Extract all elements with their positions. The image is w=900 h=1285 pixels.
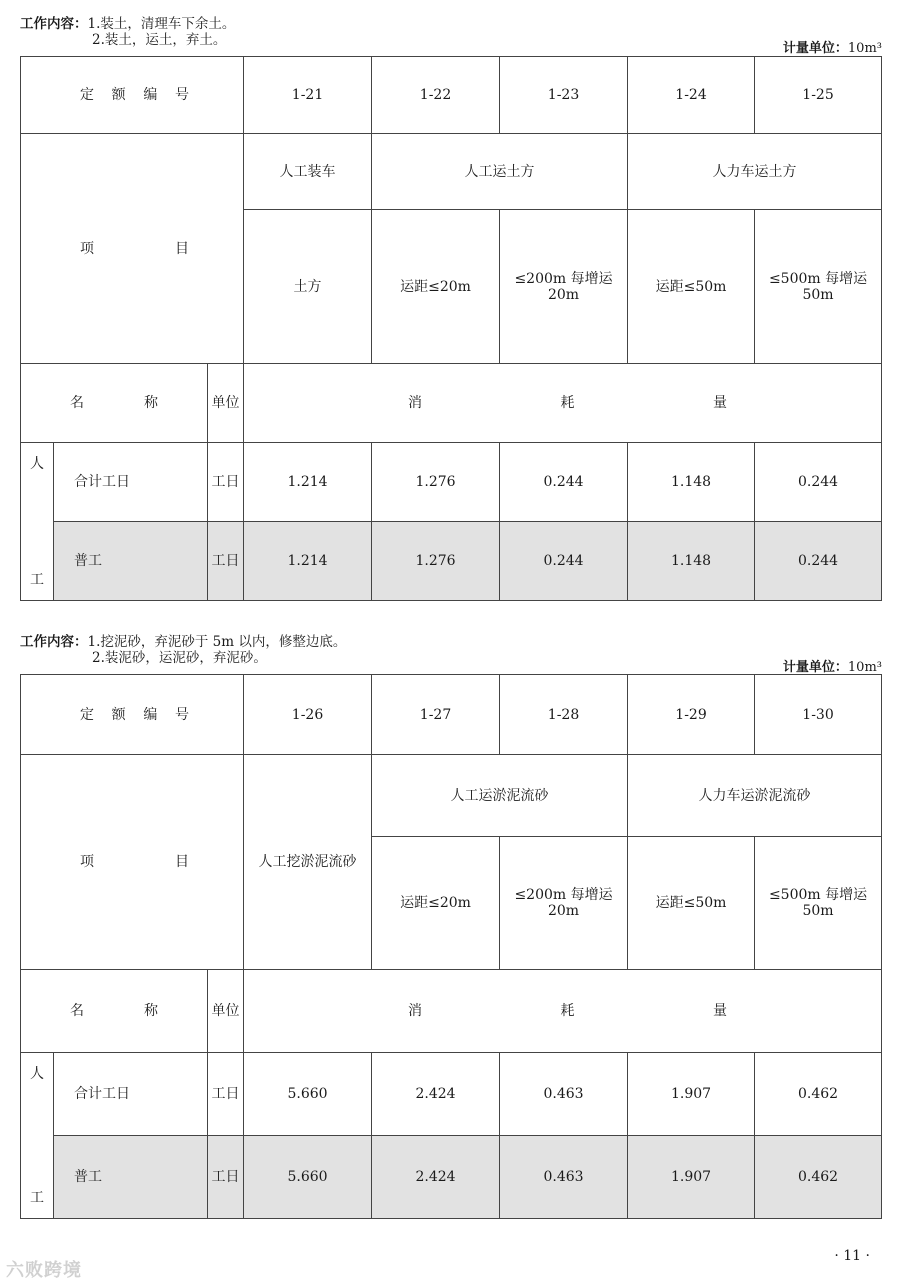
label-char: 编: [143, 706, 158, 723]
value-cell: 0.244: [755, 522, 882, 601]
label-char: 人: [30, 455, 44, 472]
label-char: 人: [30, 1065, 44, 1082]
quota-code: 1-28: [500, 675, 628, 755]
label-char: 称: [144, 395, 158, 411]
code-row: [21, 57, 882, 134]
value-cell: 1.276: [372, 443, 500, 522]
row-unit: 工日: [208, 1053, 244, 1136]
value-cell: 0.462: [755, 1053, 882, 1136]
work-content-2: [20, 634, 346, 666]
value-cell: 1.148: [628, 522, 755, 601]
value-cell: 0.463: [500, 1053, 628, 1136]
label-char: 工: [30, 571, 44, 588]
quota-code: 1-24: [628, 57, 755, 134]
label-char: 量: [713, 1003, 728, 1019]
work-content-label: 工作内容：: [20, 16, 88, 32]
work-content-label: 工作内容：: [20, 634, 88, 650]
quota-code: 1-25: [755, 57, 882, 134]
consumption-label: [244, 970, 882, 1053]
row-name: 普工: [54, 522, 208, 601]
label-char: 项: [80, 854, 94, 870]
measure-unit-2: [783, 656, 882, 675]
value-cell: 5.660: [244, 1053, 372, 1136]
label-char: 定: [80, 87, 94, 103]
label-char: 号: [175, 87, 190, 103]
group-row: [21, 755, 882, 837]
quota-code: 1-26: [244, 675, 372, 755]
sub-header: 土方: [244, 210, 372, 364]
unit-value: 10m³: [847, 660, 882, 675]
value-cell: 0.244: [500, 443, 628, 522]
quota-number-label: [21, 675, 244, 755]
name-row: [21, 364, 882, 443]
value-cell: 5.660: [244, 1136, 372, 1219]
table-row: [21, 522, 882, 601]
value-cell: 1.907: [628, 1136, 755, 1219]
group-header: 人工运淤泥流砂: [372, 755, 628, 837]
row-unit: 工日: [208, 443, 244, 522]
group-header: 人力车运土方: [628, 134, 882, 210]
quota-code: 1-22: [372, 57, 500, 134]
label-char: 号: [175, 706, 190, 723]
quota-code: 1-27: [372, 675, 500, 755]
label-char: 消: [408, 1003, 423, 1019]
label-char: 编: [143, 87, 158, 103]
value-cell: 1.214: [244, 522, 372, 601]
label-char: 称: [144, 1003, 158, 1019]
quota-code: 1-29: [628, 675, 755, 755]
row-name: 合计工日: [54, 1053, 208, 1136]
work-line: 1.挖泥砂，弃泥砂于 5m 以内，修整边底。: [87, 634, 347, 650]
item-label: [21, 134, 244, 364]
group-header: 人力车运淤泥流砂: [628, 755, 882, 837]
code-row: [21, 675, 882, 755]
value-cell: 0.463: [500, 1136, 628, 1219]
label-char: 耗: [560, 1003, 575, 1019]
work-line: 2.装泥砂，运泥砂，弃泥砂。: [92, 650, 267, 666]
unit-column-label: 单位: [208, 364, 244, 443]
label-char: 量: [713, 395, 728, 411]
row-name: 普工: [54, 1136, 208, 1219]
quota-code: 1-23: [500, 57, 628, 134]
label-char: 消: [408, 395, 423, 411]
value-cell: 1.907: [628, 1053, 755, 1136]
value-cell: 0.244: [755, 443, 882, 522]
table-row: [21, 443, 882, 522]
label-char: 名: [70, 1003, 84, 1019]
consumption-label: [244, 364, 882, 443]
label-char: 工: [30, 1189, 44, 1206]
label-char: 名: [70, 395, 84, 411]
name-label: [21, 970, 208, 1053]
label-char: 目: [175, 854, 190, 870]
quota-code: 1-30: [755, 675, 882, 755]
sub-header: 运距≤50m: [628, 837, 755, 970]
label-char: 耗: [560, 395, 575, 411]
row-unit: 工日: [208, 1136, 244, 1219]
group-header: 人工装车: [244, 134, 372, 210]
value-cell: 2.424: [372, 1053, 500, 1136]
quota-table-2: [20, 674, 882, 1219]
sub-header: ≤200m 每增运 20m: [500, 837, 628, 970]
value-cell: 1.276: [372, 522, 500, 601]
sub-header: 运距≤50m: [628, 210, 755, 364]
name-row: [21, 970, 882, 1053]
sub-header: 运距≤20m: [372, 837, 500, 970]
sub-header: ≤500m 每增运 50m: [755, 210, 882, 364]
sub-header: 运距≤20m: [372, 210, 500, 364]
value-cell: 2.424: [372, 1136, 500, 1219]
table-row: [21, 1136, 882, 1219]
value-cell: 1.214: [244, 443, 372, 522]
group-header: 人工挖淤泥流砂: [244, 755, 372, 970]
name-label: [21, 364, 208, 443]
label-char: 目: [175, 240, 190, 257]
work-line: 1.装土，清理车下余土。: [87, 16, 236, 32]
row-unit: 工日: [208, 522, 244, 601]
value-cell: 0.244: [500, 522, 628, 601]
labor-category: [21, 1053, 54, 1219]
unit-label: 计量单位：: [782, 660, 848, 675]
sub-header: ≤200m 每增运 20m: [500, 210, 628, 364]
unit-column-label: 单位: [208, 970, 244, 1053]
row-name: 合计工日: [54, 443, 208, 522]
table-row: [21, 1053, 882, 1136]
watermark-logo: 六败跨境: [6, 1260, 82, 1281]
labor-category: [21, 443, 54, 601]
unit-value: 10m³: [847, 41, 882, 56]
item-label: [21, 755, 244, 970]
value-cell: 1.148: [628, 443, 755, 522]
quota-number-label: [21, 57, 244, 134]
sub-header: ≤500m 每增运 50m: [755, 837, 882, 970]
value-cell: 0.462: [755, 1136, 882, 1219]
measure-unit-1: [783, 37, 882, 56]
unit-label: 计量单位：: [782, 41, 848, 56]
label-char: 项: [80, 240, 94, 257]
quota-table-1: [20, 56, 882, 601]
work-line: 2.装土，运土，弃土。: [92, 32, 227, 48]
label-char: 额: [111, 706, 126, 723]
label-char: 定: [80, 706, 94, 723]
page-number: · 11 ·: [834, 1248, 870, 1264]
group-row: [21, 134, 882, 210]
label-char: 额: [111, 87, 126, 103]
quota-code: 1-21: [244, 57, 372, 134]
group-header: 人工运土方: [372, 134, 628, 210]
work-content-1: [20, 16, 235, 48]
